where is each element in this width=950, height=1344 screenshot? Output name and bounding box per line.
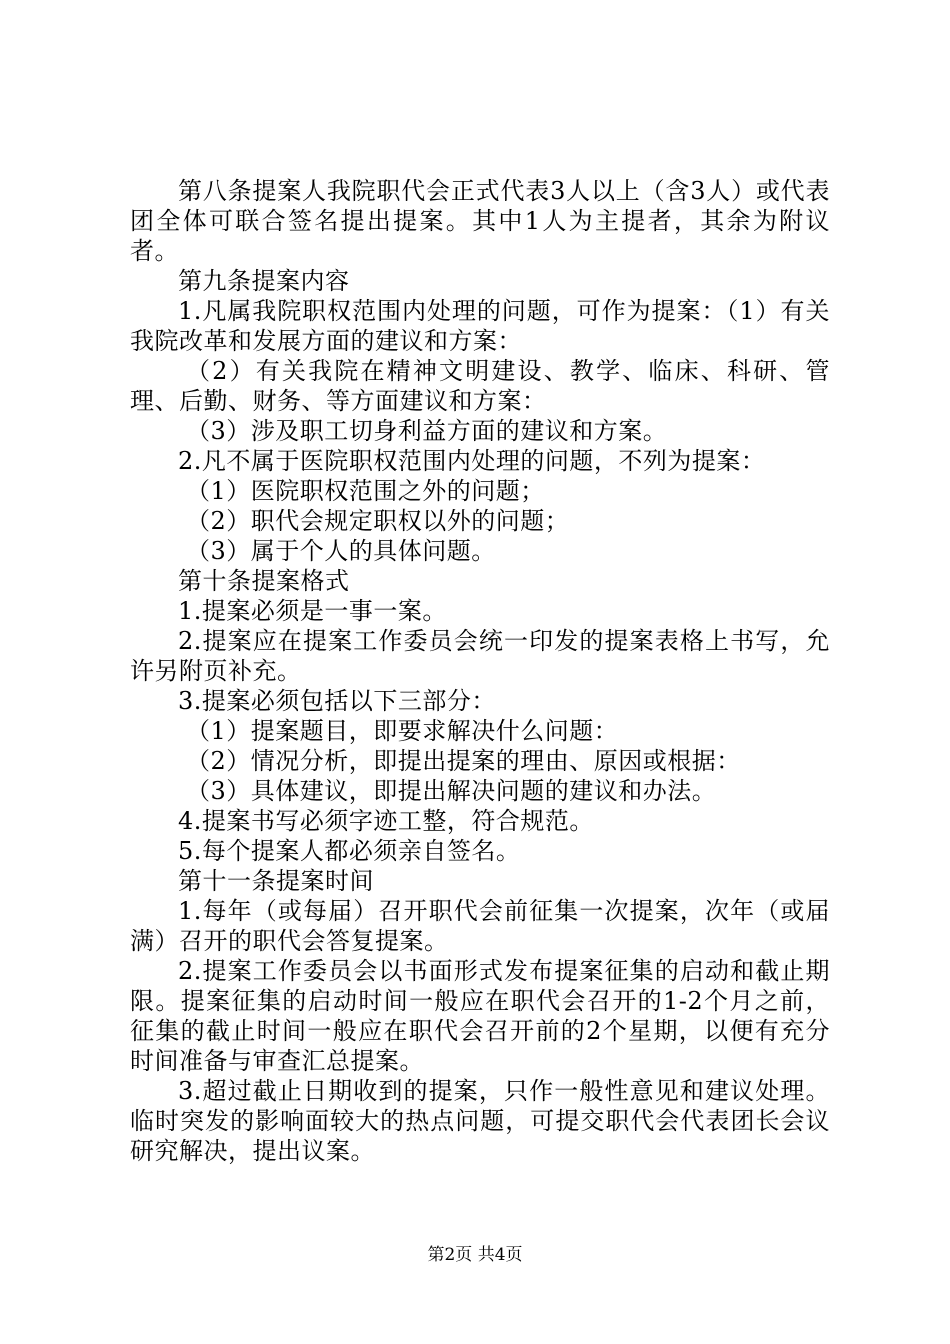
paragraph: 1.每年（或每届）召开职代会前征集一次提案，次年（或届满）召开的职代会答复提案。 — [130, 897, 830, 955]
paragraph: 第九条提案内容 — [178, 267, 350, 295]
paragraph: 5.每个提案人都必须亲自签名。 — [178, 837, 521, 865]
paragraph: （1）医院职权范围之外的问题； — [186, 477, 545, 505]
page-footer: 第2页 共4页 — [427, 1245, 523, 1265]
paragraph: （3）涉及职工切身利益方面的建议和方案。 — [186, 417, 668, 445]
paragraph: 4.提案书写必须字迹工整，符合规范。 — [178, 807, 594, 835]
paragraph: （3）具体建议，即提出解决问题的建议和办法。 — [186, 777, 717, 805]
paragraph: （2）有关我院在精神文明建设、教学、临床、科研、管理、后勤、财务、等方面建议和方案： — [130, 357, 830, 415]
paragraph: 1.提案必须是一事一案。 — [178, 597, 447, 625]
paragraph: 3.提案必须包括以下三部分： — [178, 687, 496, 715]
paragraph: （2）情况分析，即提出提案的理由、原因或根据： — [186, 747, 741, 775]
paragraph: （2）职代会规定职权以外的问题； — [186, 507, 570, 535]
paragraph: 1.凡属我院职权范围内处理的问题，可作为提案：（1）有关我院改革和发展方面的建议和方案： — [130, 297, 830, 355]
paragraph: 第八条提案人我院职代会正式代表3人以上（含3人）或代表团全体可联合签名提出提案。其中1人为主提者，其余为附议者。 — [130, 177, 830, 265]
paragraph: （3）属于个人的具体问题。 — [186, 537, 496, 565]
paragraph: 第十一条提案时间 — [178, 867, 374, 895]
paragraph: 2.提案应在提案工作委员会统一印发的提案表格上书写，允许另附页补充。 — [130, 627, 830, 685]
paragraph: （1）提案题目，即要求解决什么问题： — [186, 717, 619, 745]
paragraph: 2.凡不属于医院职权范围内处理的问题，不列为提案： — [178, 447, 766, 475]
paragraph: 3.超过截止日期收到的提案，只作一般性意见和建议处理。临时突发的影响面较大的热点问题，可提交职代会代表团长会议研究解决，提出议案。 — [130, 1077, 830, 1165]
document-body — [130, 176, 830, 1166]
paragraph: 第十条提案格式 — [178, 567, 350, 595]
paragraph: 2.提案工作委员会以书面形式发布提案征集的启动和截止期限。提案征集的启动时间一般应在职代会召开的1-2个月之前，征集的截止时间一般应在职代会召开前的2个星期，以便有充分时间准备与审查汇总提案。 — [130, 957, 830, 1075]
